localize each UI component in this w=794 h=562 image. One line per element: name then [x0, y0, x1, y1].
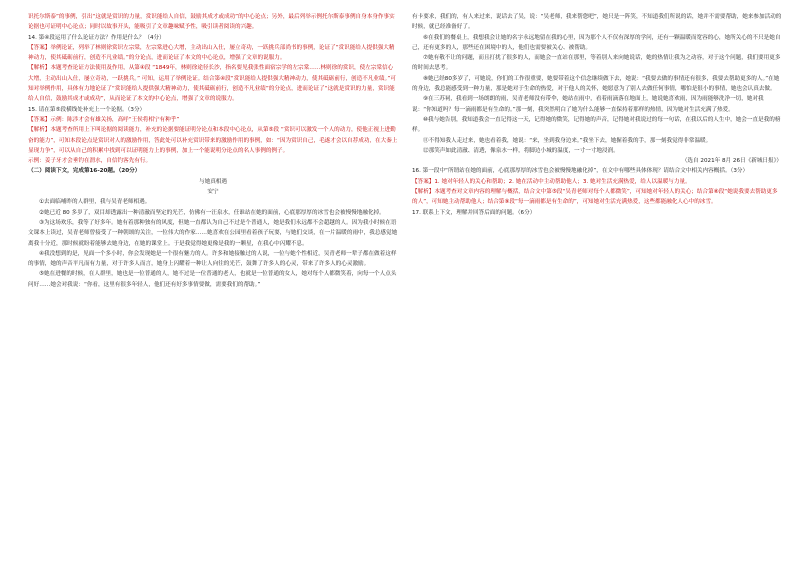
analysis-16: 【解析】本题考查对文章内容的理解与概括，结合文中第⑤段“吴青老师对每个人都微笑”，可知她对年轻人的关心；结合第⑧段“她说我要去帮助更多的人”，可知她主动帮助他人；结合第⑨段“每一滴雨都是有生命的”，可知她对生活充满热爱，这些都能融化人心中的冰雪。: [412, 189, 778, 206]
paragraph-7: ⑦她有敬不让的问题，而且打扰了很多的人，而她会一直站在那里，等着别人来向她说话，她的热情让我为之动容，对于这个问题，我们要用更多的时间去思考。: [412, 55, 781, 72]
answer-14: 【答案】举例论证，列举了林则徐赏识左宗棠，左宗棠进心大增，主动出山入仕，屡立奇功，一跃挑兵部尚书的事例，论证了“赏识能给人提供强大精神动力，使其砥砺前行，创造不凡业绩。”的分论点，进而论证了本文的中心论点，增强了文章的说服力。: [28, 44, 395, 62]
analysis-14: 【解析】本题考查论证方法使用及作用，从第④段 “1849年，林则徐途径长沙，指名要见我张性面宿宗学的左宗棠……林则徐的赏识，使左宗棠信心大增，主动出山入仕，屡立奇功，一跃挑兵。” 可知，运用了举例论证。结合第④段“赏识能给人提供强大精神动力，使其砥砺前行，创造不凡业绩。”可知对举例作用，具体有力地论证了“赏识能给人提供强大精神动力，使其砥砺前行，创造不凡业绩”的分论点，进而论证了“这就是赏识的力量，赏识能给人自信，鼓励其成才或成功”，从而论证了本文的中心论点，增强了文章的说服力。: [28, 65, 396, 103]
left-column: [28, 12, 398, 290]
paragraph-4: ④我没想到的是，见面一个多小时，你会发现她是一个很有魅力的人。许多和她接触过的人说，一位与她个性相近，吴青老师一辈子都在做着这样的事情，她的声音平凡而有力量，对于许多人而言，她身上闪耀着一种让人向往的光芒，鼓舞了许多人的心灵，带来了许多人的心灵激励。: [28, 250, 397, 268]
example-15: 示例：姜子牙才会垂钓在渭水，自信钓客先有行。: [28, 158, 152, 165]
paragraph-6: ⑥在我们的餐桌上，我想我会让她的名字永远地留在我的心里，因为那个人不仅有深厚的学问，还有一颗温暖而宽容的心，她所关心的不只是她自己，还有更多的人，那些还在困境中的人，他们也需要被关心、被帮助。: [412, 34, 781, 51]
article-source: （选自 2021年 8月 26日《新城日报》）: [681, 158, 782, 165]
paragraph-cont: 有卡要求，我们的，有人来过来，说话去了吴，说：“吴老师，我来帮您吧”，她只是一阵笑，不知道我们所说的话，她并不需要帮助，她来参加活动的时候，就已经准备好了。: [412, 14, 782, 31]
section-2-heading: （二）阅读下文，完成第16-20题。（20分）: [28, 168, 141, 175]
paragraph-8: ⑧她已经80多岁了，可她说，你们的工作很重要，她要带着这个信念继续做下去，她说：“我要去做的事情还有很多，我要去帮助更多的人。”在她的身边，我总能感受到一种力量，那是她对于生命的热爱，对于他人的关怀，她愿意为了别人去做任何事情，哪怕是很小的事情，她也会认真去做。: [412, 75, 780, 93]
paragraph-5: ⑤她在进餐的时候，在人群里，她也是一位普通的人，她不过是一位普通的老人，也就是一位普通的女人，她对每个人都微笑着，向每一个人点头问好……她会对我说：“你看，这里有很多年轻人，他们还有好多事情要做，需要我们的帮助。”: [28, 271, 397, 288]
article-title: 与她真相遇: [199, 178, 227, 185]
answer-16: 【答案】1. 她对年轻人的关心和帮助；2. 她在活动中主动帮助他人；3. 她对生活充满热爱，给人以温暖与力量。: [412, 178, 691, 185]
question-15: 15. 请在第⑤段横线处补充上一个论据。（3分）: [28, 106, 146, 113]
article-author: 安宁: [207, 189, 219, 196]
paragraph-2: ②她已近 80 多岁了，双目却透露出一种清澈而坚定的光芒，仿佛有一汪泉水，任谁站在她的面前，心底那厚厚的冰雪也会被慢慢地融化掉。: [39, 209, 385, 216]
answer-15: 【答案】示例：陈涉才会有雄关扬，高呼“王侯将相宁有种乎”: [28, 116, 180, 123]
paragraph-11: ⑪不得知我人走过来，她也看着我，她说：“来，坐到我身边来。”我坐下去，她握着我的手，那一刻我觉得非常温暖。: [423, 137, 712, 144]
paragraph-1: ①去面临哺昨的人群里，我与吴青老师相遇。: [39, 199, 151, 206]
answer-text: 识托尔斯泰”的事例，引出“这就是赏识的力量，赏识能给人自信，鼓励其成才或成功”的中心论点；另外，最后列举示例托尔斯泰事例自身本身作事实论据也可证明中心论点；同时以故事开头，能吸引了文章趣味赋予性，吸引读者阅读的兴趣。: [28, 14, 395, 31]
right-column: [412, 12, 782, 218]
paragraph-3: ③为这场欢乐，我等了好多年。她有着那种独有的风度，但她一直都认为自己不过是个普通人，她是我们永远都不会超越的人。因为我小时候在语文课本上读过，吴青老师曾接受了一种朝颂的关注，一位伟大的作家……她喜欢在公园里看着孩子玩耍，与她们交谈，在一片温暖的雨中，我总感觉她离我十分近，那时候就盼着能够去她身边，在她的课堂上。于是我觉得她更像是我的一颗星，在我心中闪耀不息。: [28, 219, 398, 247]
analysis-15: 【解析】本题考查所用上下叫论据的阅读能力，补充的论据要能证明分论点和本段中心论点，从第⑤段 “赏识可以激发一个人的动力，使他正视上进勤奋的能力”，可知本段论点是赏识对人的激励作用，答此处可以补充赏识带来的激励作用的事例，如：“因为赏识自己，毛遂才会以自荐成功，在大秦上显现力争”，可以从自己的积累中找到可以证明能力上的事例，加上一个能说明分论点的名人事例的例子。: [28, 127, 398, 154]
question-17: 17. 联系上下文，理解并回答后面的问题。（6分）: [412, 209, 536, 216]
paragraph-12: ⑫那笑声如此清澈、清透，像泉水一样，将脚边小城的温度，一寸一寸地浸润。: [423, 147, 619, 154]
question-16: 16. 第一段中“所谓站在她的面前，心底那厚厚的冰雪也会被慢慢地融化掉”，在文中有哪些具体体现？请结合文中相关内容概括。（3分）: [412, 168, 749, 175]
paragraph-10: ⑩我与她告别，我知道我会一直记得这一天，记得她的微笑，记得她的声音，记得她对我说过的每一句话，在我以后的人生中，她会一直是我的榜样。: [412, 116, 781, 134]
question-14: 14. 第④段运用了什么论证方法？作用是什么？（4分）: [28, 34, 165, 41]
paragraph-9: ⑨在三苏祠，我看到一场朗朗的雨，吴青老师没有带伞，她站在雨中，看着雨滴落在地面上，她说她喜欢雨，因为雨能够洗净一切，她对我说：“你知道吗？每一滴雨都是有生命的。”那一刻，我突然明白了她为什么能够一直保持着那样的热情，因为她对生活充满了热爱。: [412, 96, 764, 113]
